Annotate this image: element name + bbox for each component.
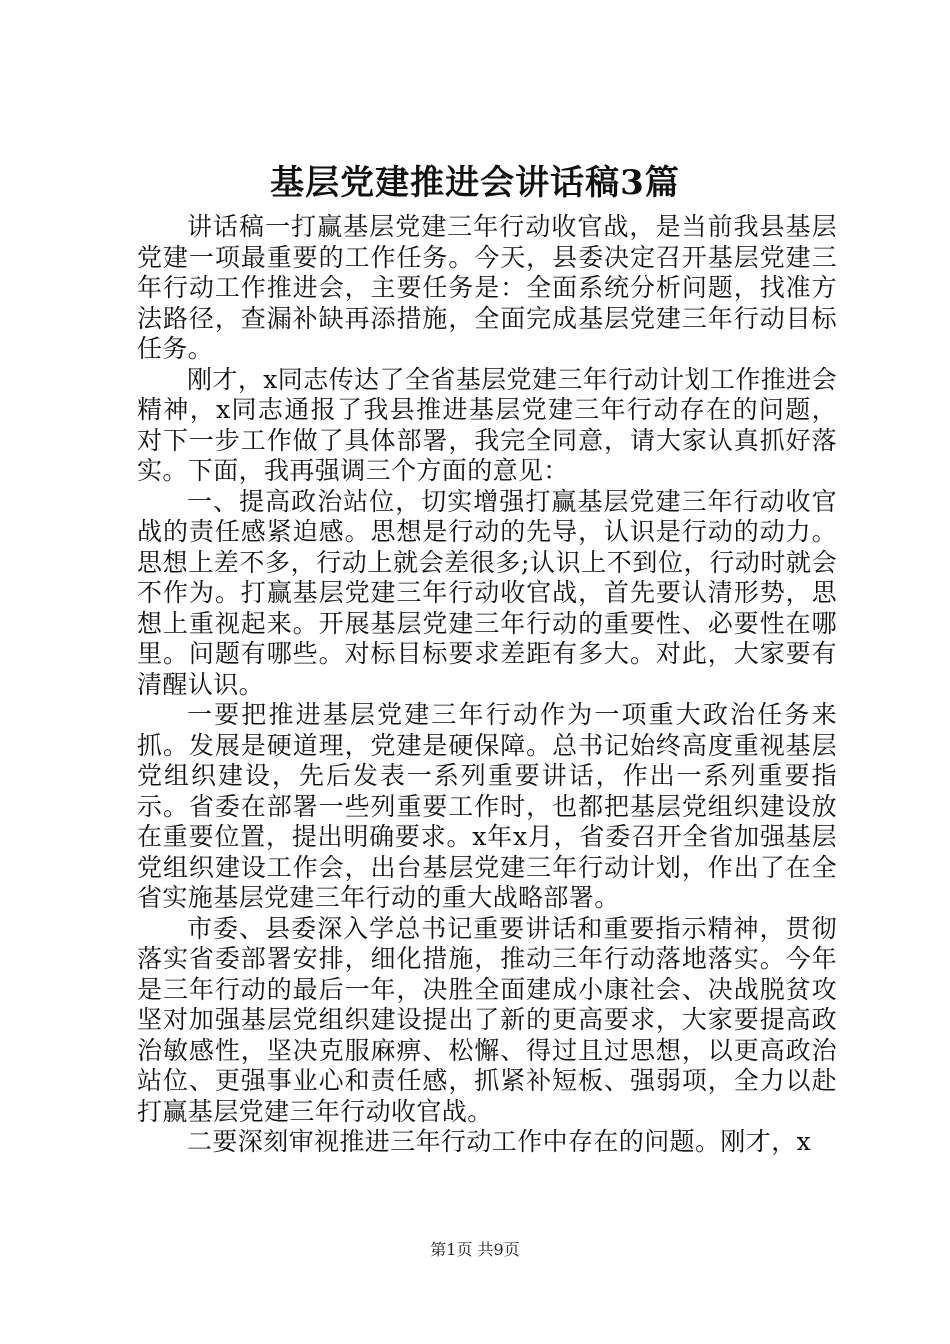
paragraph-1: 讲话稿一打赢基层党建三年行动收官战，是当前我县基层党建一项最重要的工作任务。今天，县委决定召开基层党建三年行动工作推进会，主要任务是：全面系统分析问题，找准方法路径，查漏补缺再添措施，全面完成基层党建三年行动目标任务。 xyxy=(137,212,837,363)
document-body xyxy=(137,212,837,1158)
paragraph-3: 一、提高政治站位，切实增强打赢基层党建三年行动收官战的责任感紧迫感。思想是行动的先导，认识是行动的动力。思想上差不多，行动上就会差很多;认识上不到位，行动时就会不作为。打赢基层党建三年行动收官战，首先要认清形势，思想上重视起来。开展基层党建三年行动的重要性、必要性在哪里。问题有哪些。对标目标要求差距有多大。对此，大家要有清醒认识。 xyxy=(137,486,837,699)
page-number-footer: 第1页 共9页 xyxy=(430,1240,520,1259)
paragraph-4: 一要把推进基层党建三年行动作为一项重大政治任务来抓。发展是硬道理，党建是硬保障。总书记始终高度重视基层党组织建设，先后发表一系列重要讲话，作出一系列重要指示。省委在部署一些列重要工作时，也都把基层党组织建设放在重要位置，提出明确要求。x年x月，省委召开全省加强基层党组织建设工作会，出台基层党建三年行动计划，作出了在全省实施基层党建三年行动的重大战略部署。 xyxy=(137,700,837,912)
paragraph-2: 刚才，x同志传达了全省基层党建三年行动计划工作推进会精神，x同志通报了我县推进基层党建三年行动存在的问题，对下一步工作做了具体部署，我完全同意，请大家认真抓好落实。下面，我再强调三个方面的意见： xyxy=(137,364,837,485)
paragraph-5: 市委、县委深入学总书记重要讲话和重要指示精神，贯彻落实省委部署安排，细化措施，推动三年行动落地落实。今年是三年行动的最后一年，决胜全面建成小康社会、决战脱贫攻坚对加强基层党组织建设提出了新的更高要求，大家要提高政治敏感性，坚决克服麻痹、松懈、得过且过思想，以更高政治站位、更强事业心和责任感，抓紧补短板、强弱项，全力以赴打赢基层党建三年行动收官战。 xyxy=(137,913,837,1126)
document-title: 基层党建推进会讲话稿3篇 xyxy=(270,163,680,203)
paragraph-6: 二要深刻审视推进三年行动工作中存在的问题。刚才，x xyxy=(187,1127,812,1156)
